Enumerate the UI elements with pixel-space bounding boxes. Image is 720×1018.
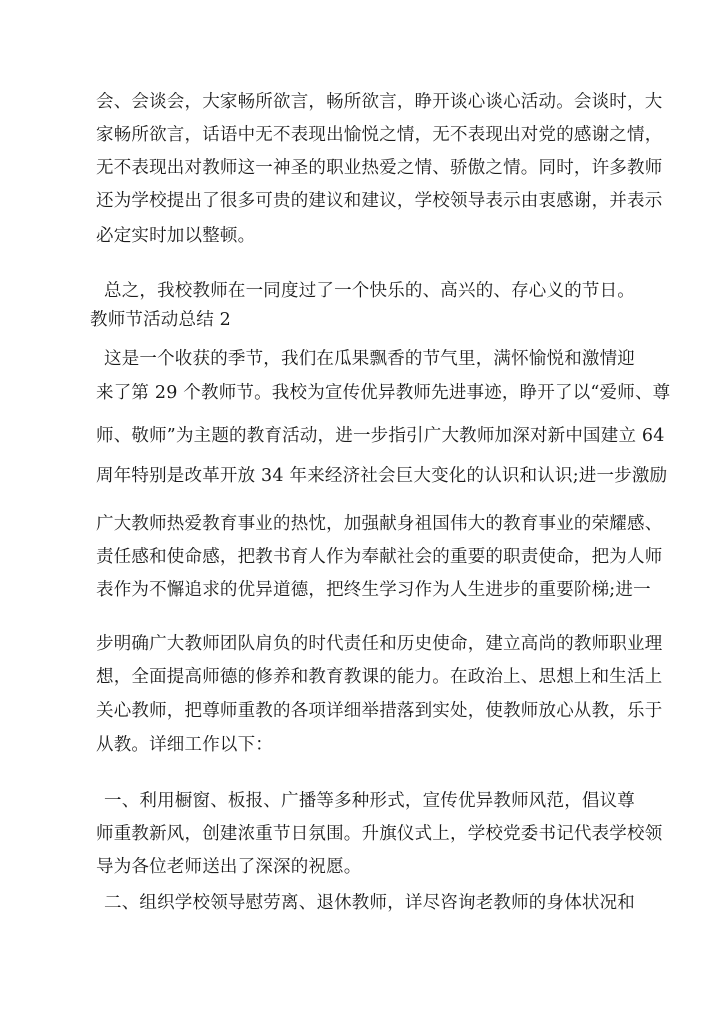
text-line: 必定实时加以整顿。 xyxy=(96,226,256,246)
text-line: 会、会谈会，大家畅所欲言，畅所欲言，睁开谈心谈心活动。会谈时，大 xyxy=(96,92,663,112)
text-line: 责任感和使命感，把教书育人作为奉献社会的重要的职责使命，把为人师 xyxy=(96,547,663,567)
text-line: 导为各位老师送出了深深的祝愿。 xyxy=(96,857,362,877)
text-line: 步明确广大教师团队肩负的时代责任和历史使命，建立高尚的教师职业理 xyxy=(96,634,663,654)
text-line: 关心教师，把尊师重教的各项详细举措落到实处，使教师放心从教，乐于 xyxy=(96,701,663,721)
text-line: 无不表现出对教师这一神圣的职业热爱之情、骄傲之情。同时，许多教师 xyxy=(96,158,663,178)
text-line: 广大教师热爱教育事业的热忱，加强献身祖国伟大的教育事业的荣耀感、 xyxy=(96,514,663,534)
text-line: 这是一个收获的季节，我们在瓜果飘香的节气里，满怀愉悦和激情迎 xyxy=(104,349,635,369)
text-line: 还为学校提出了很多可贵的建议和建议，学校领导表示由衷感谢，并表示 xyxy=(96,191,663,211)
text-line: 一、利用橱窗、板报、广播等多种形式，宣传优异教师风范，倡议尊 xyxy=(104,791,635,811)
text-line: 师、敬师”为主题的教育活动，进一步指引广大教师加深对新中国建立 64 xyxy=(96,426,665,446)
section-heading: 教师节活动总结 2 xyxy=(90,310,231,330)
summary-line: 总之，我校教师在一同度过了一个快乐的、高兴的、存心义的节日。 xyxy=(104,281,635,301)
text-line: 表作为不懈追求的优异道德，把终生学习作为人生进步的重要阶梯;进一 xyxy=(96,580,651,600)
text-line: 来了第 29 个教师节。我校为宣传优异教师先进事迹，睁开了以“爱师、尊 xyxy=(96,383,671,403)
text-line: 师重教新风，创建浓重节日氛围。升旗仪式上，学校党委书记代表学校领 xyxy=(96,824,663,844)
text-line: 家畅所欲言，话语中无不表现出愉悦之情，无不表现出对党的感谢之情， xyxy=(96,125,663,145)
text-line: 二、组织学校领导慰劳离、退休教师，详尽咨询老教师的身体状况和 xyxy=(104,893,635,913)
text-line: 从教。详细工作以下： xyxy=(96,735,273,755)
text-line: 周年特别是改革开放 34 年来经济社会巨大变化的认识和认识;进一步激励 xyxy=(96,466,668,486)
text-line: 想，全面提高师德的修养和教育教课的能力。在政治上、思想上和生活上 xyxy=(96,667,663,687)
